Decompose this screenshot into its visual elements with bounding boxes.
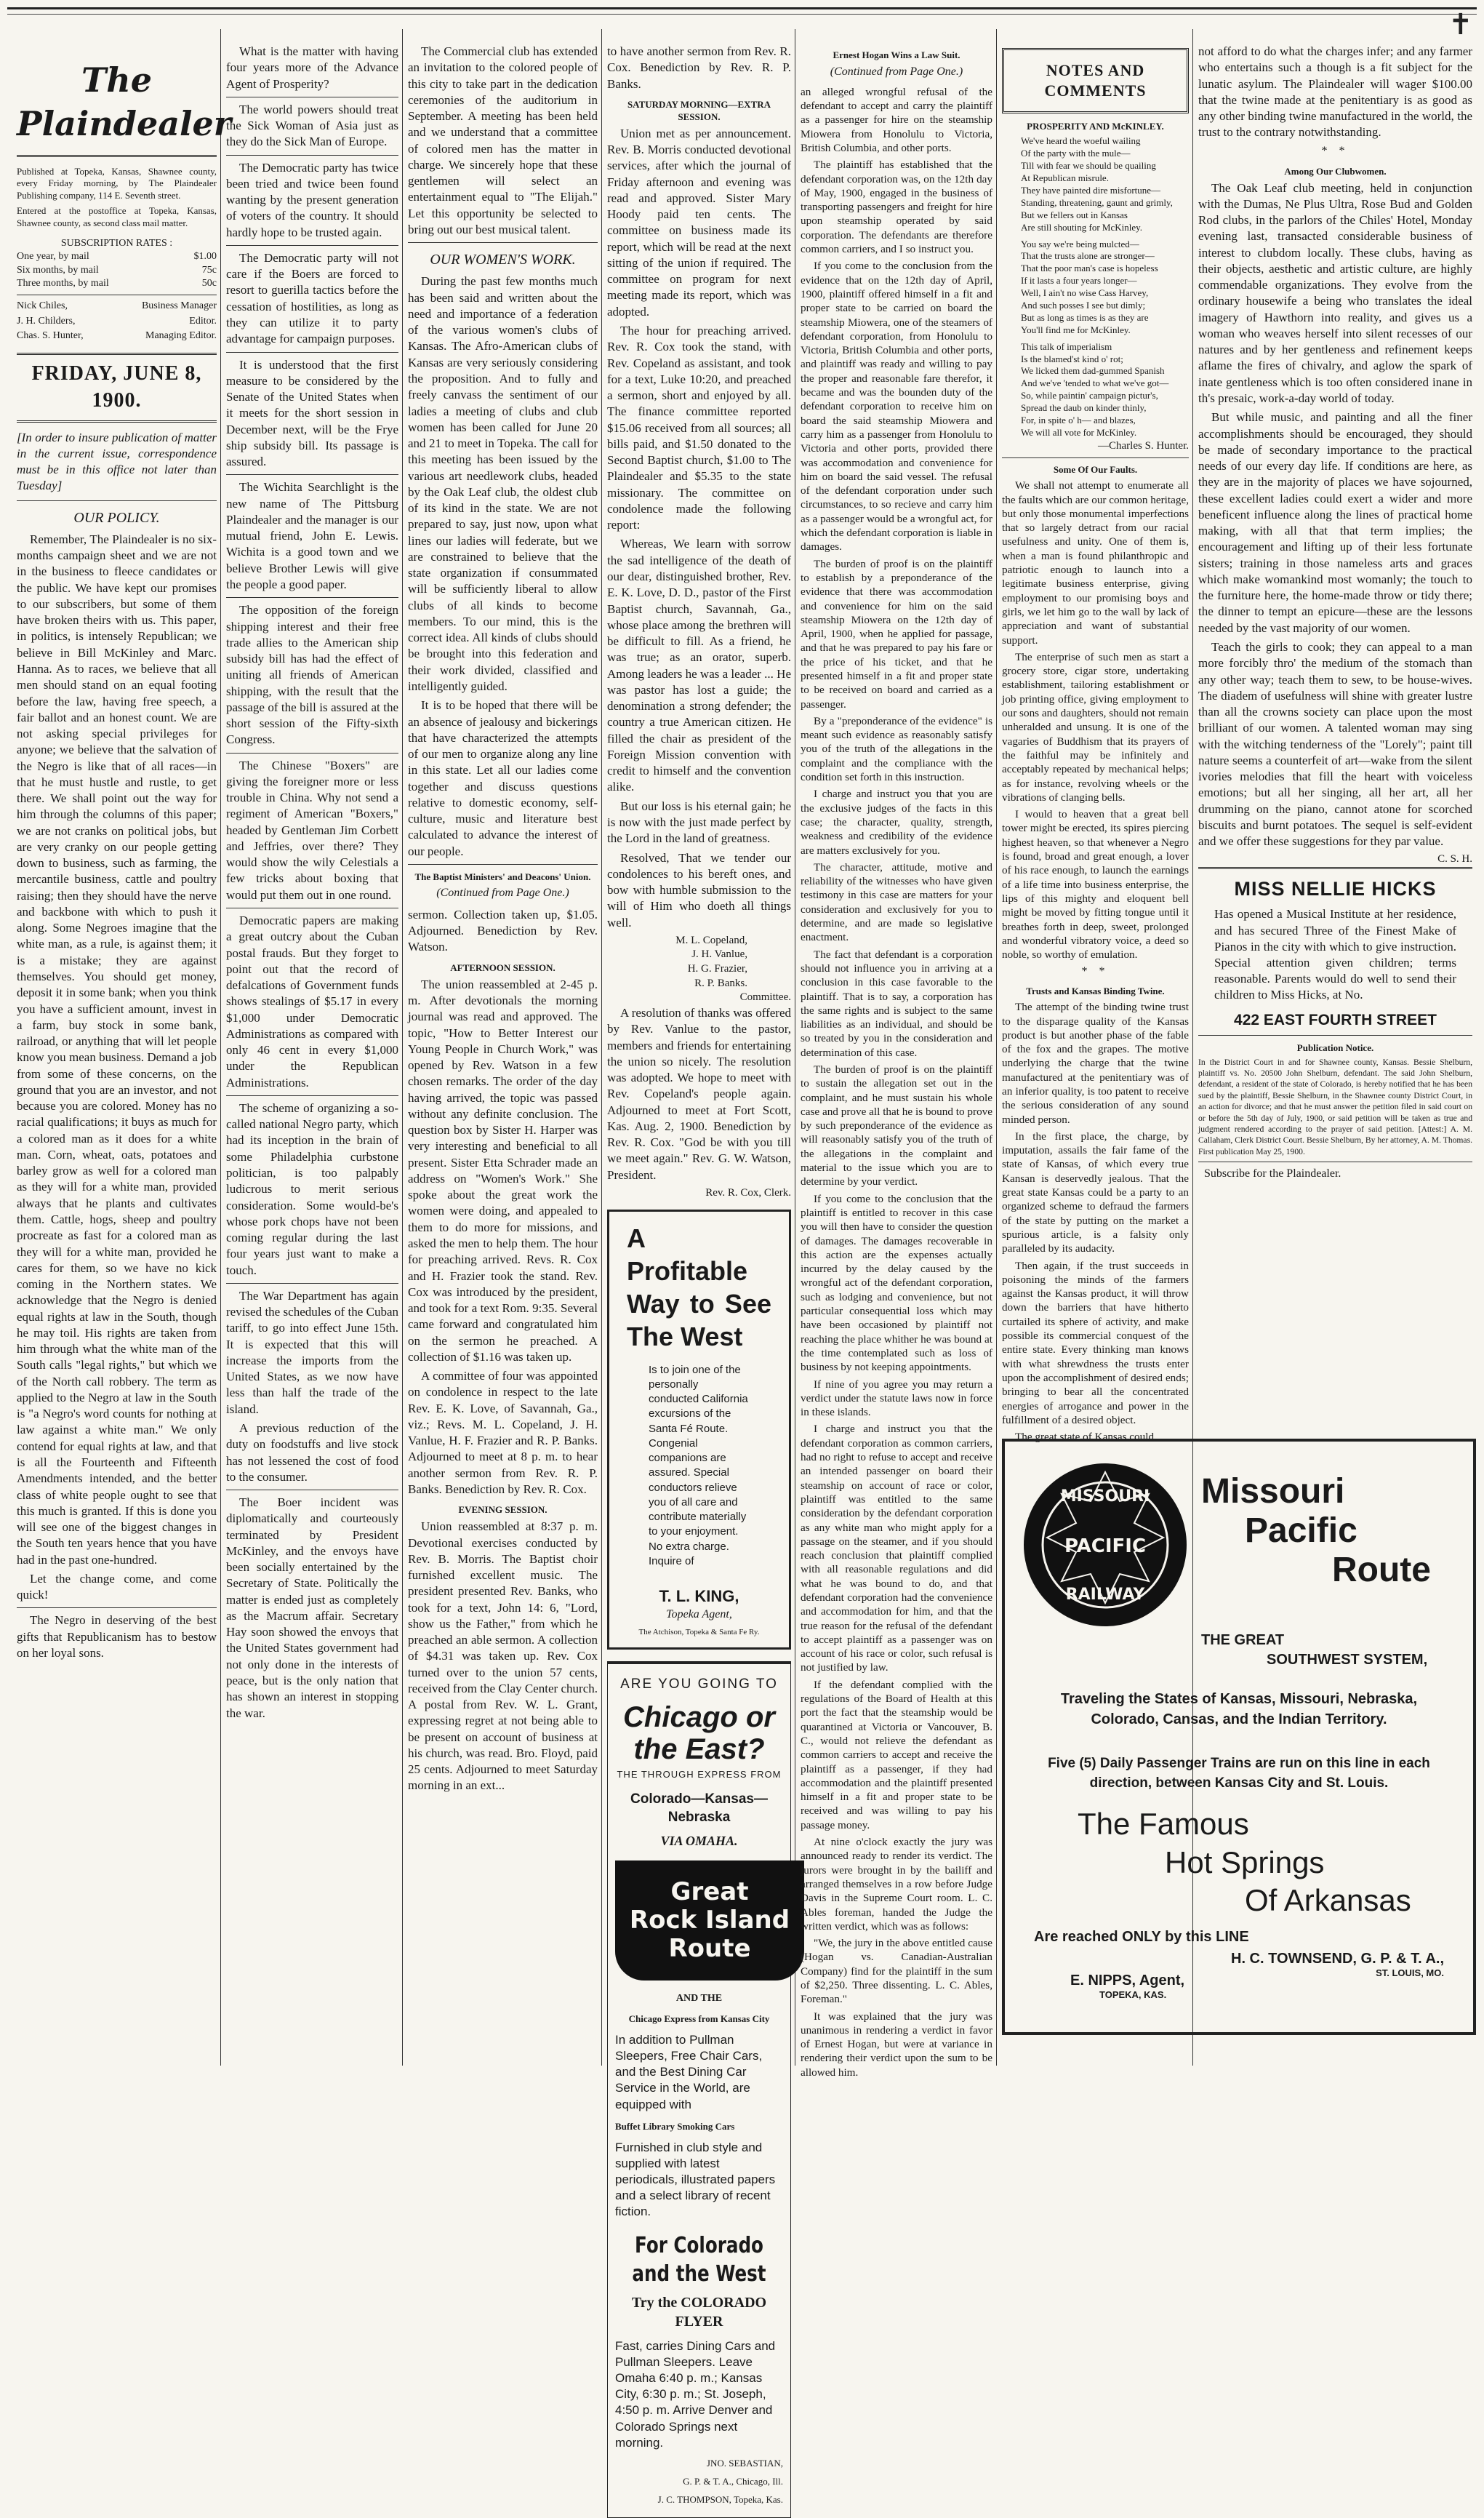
ad-question: ARE YOU GOING TO bbox=[620, 1676, 778, 1692]
article-paragraph: The Oak Leaf club meeting, held in conjunction with the Dumas, Ne Plus Ultra, Rose Bud and Golden Rod clubs, in the parlors of the Chiles' Hotel, Monday evening last, transacted considerable business of interest to clubdom locally. These clubs, having as their objects, aesthetic and artistic culture, are highly commendable organizations. They evolve from the ordinary housewife a being who translates the ideal imagery of Hawthorn into reality, and gives us a woman who weaves herself into silent recesses of our natures and by her gentleness and refinement keeps aflame the fires of chivalry, and aglow the spark of inate gentleness which is too often considered inane in th's presaic, work-a-day world of today. bbox=[1198, 180, 1472, 406]
session-heading: AFTERNOON SESSION. bbox=[450, 962, 556, 973]
column-5 bbox=[797, 44, 996, 2079]
article-paragraph: But while music, and painting and all the finer accomplishments should be encouraged, they should be made of secondary importance to the practical needs of our every day life. If conditions are here, as they are in the majority of places we have sojourned, these excellent ladies could exert a wider and more beneficent influence along the lines of practical home making, with all that that term implies; the encouragement and lifting up of their less fortunate sisters; training in those nameless arts and graces which make womankind most womanly; the touch to the furniture here, the home-made throw or tidy there; the dinner to tempt an epicure—these are the lessons needed by the vast majority of our women. bbox=[1198, 410, 1472, 635]
top-rule bbox=[7, 7, 1477, 15]
editorial-item: The scheme of organizing a so-called national Negro party, which had its inception in the brain of some Philadelphia curbstone politician, is too palpably ludicrous to merit serious consideration. Some would-be's whose pork chops have not been coming regular during the last four years just want to make a touch. bbox=[226, 1100, 398, 1277]
article-heading: Ernest Hogan Wins a Law Suit. bbox=[833, 49, 960, 60]
article-paragraph: A resolution of thanks was offered by Rev. Vanlue to the pastor, members and friends for entertaining the union so nicely. The resolution was adopted. We hope to meet with Rev. Copeland's people again. Adjourned to meet at Fort Scott, Kas. Aug. 2, 1900. Benediction by Rev. R. Cox. "God be with you till we meet again." Rev. G. W. Watson, President. bbox=[607, 1006, 791, 1182]
ad-reached: Are reached ONLY by this LINE bbox=[1034, 1929, 1249, 1945]
editorial-item: The War Department has again revised the schedules of the Cuban tariff, to go into effect June 15th. It is expected that this will increase the imports from the United States, as we now have less than half the trade of the island. bbox=[226, 1288, 398, 1416]
ad-signature: J. C. THOMPSON, Topeka, Kas. bbox=[657, 2493, 783, 2505]
article-paragraph: If nine of you agree you may return a verdict under the statute laws now in force in these islands. bbox=[801, 1378, 992, 1419]
article-paragraph: The enterprise of such men as start a grocery store, cigar store, undertaking establishment, tailoring establishment or job printing office, giving employment to our sons and daughters, should not remain unheralded and unsung. It is one of the vagaries of Buddhism that its prayers of the faithful may be infinitely and acceptably repeated by mechanical helps; as for instance, revolving wheels or the vibrations of clanging bells. bbox=[1002, 650, 1189, 804]
editorial-item: The opposition of the foreign shipping interest and their free trade allies to the American ship subsidy bill has had the effect of uniting all friends of American shipping, with the result that the passage of the bill is assured at the short session of the Fifty-sixth Congress. bbox=[226, 603, 398, 747]
ad-colorado: For Colorado and the West bbox=[632, 2233, 766, 2287]
continued-note: (Continued from Page One.) bbox=[436, 886, 569, 899]
article-paragraph: Whereas, We learn with sorrow the sad intelligence of the death of our dear, distinguished brother, Rev. E. K. Love, D. D., pastor of the First Baptist church, Savannah, Ga., whose place among the brethren will be difficult to fill. As a friend, he was true; as an orator, superb. Among leaders he was a leader ... He was pastor has lost a guide; the denomination a strong defender; the country a true American citizen. He filled the chair as president of the Foreign Mission convention with credit to himself and the convention alike. bbox=[607, 537, 792, 794]
rate-row: Three months, by mail 50c bbox=[17, 277, 217, 289]
editorial-item: The Wichita Searchlight is the new name of The Pittsburg Plaindealer and the manager is our mutual friend, John E. Lewis. Wichita is a good town and we believe Brother Lewis will give the people a good paper. bbox=[226, 480, 398, 591]
article-paragraph: At nine o'clock exactly the jury was announced ready to render its verdict. The jurors were brought in by the bailiff and arranged themselves in a row before Judge Davis in the Supreme Court room. L. C. Ables foreman, handed the Judge the written verdict, which was as follows: bbox=[801, 1836, 992, 1933]
staff-row: Nick Chiles, Business Manager bbox=[17, 300, 217, 312]
hicks-ad-body: Has opened a Musical Institute at her residence, and has secured Three of the Finest Make of Pianos in the city with which to give instruction. Special attention given children; terms reasonable. Parents would do well to send their children to Miss Hicks, at No. bbox=[1214, 907, 1456, 1002]
editorial-item: The Democratic party will not care if the Boers are forced to resort to guerilla tactics before the cessation of hostilities, as long as they can utilize it to party advantage for campaign purposes. bbox=[226, 250, 398, 346]
article-paragraph: The burden of proof is on the plaintiff to sustain the allegation set out in the complaint, and he must sustain his whole case and prove all that he is bound to prove by such preponderance of the evidence as will reasonably satisfy you of the truth of the allegations in the complaint and material to the issue which you are to determine by your verdict. bbox=[801, 1063, 992, 1188]
ad-body: Is to join one of the personally conducted California excursions of the Santa Fé Route. Congenial companions are assured. Special conductors relieve you of all care and contribute materially to your enjoyment. No extra charge. Inquire of bbox=[649, 1363, 748, 1567]
ad-agent: H. C. TOWNSEND, G. P. & T. A., ST. LOUIS, MO. bbox=[1231, 1951, 1444, 1978]
article-paragraph: In the first place, the charge, by imputation, assails the fair fame of the state of Kansas, of which every true Kansan is deservedly jealous. That the great state Kansas could be a party to an organized scheme to defraud the farmers of the state by putting on the market a spurious article, is a falsity only paralleled by its audacity. bbox=[1002, 1130, 1189, 1255]
santa-fe-ad bbox=[607, 1210, 791, 1650]
article-paragraph: The attempt of the binding twine trust to the disparage quality of the Kansas product is but another phase of the fable of the fox and the grapes. The motive underlying the charge that the twine manufactured at the penitentiary was of an inferior quality, is too patent to receive the serious consideration of any sound minded person. bbox=[1002, 1001, 1189, 1126]
article-paragraph: sermon. Collection taken up, $1.05. Adjourned. Benediction by Rev. Watson. bbox=[408, 907, 598, 954]
ad-system: THE GREAT SOUTHWEST SYSTEM, bbox=[1201, 1632, 1428, 1668]
correspondence-notice: [In order to insure publication of matter in the current issue, correspondence must be in this office not later than Tuesday] bbox=[17, 430, 217, 501]
article-paragraph: not afford to do what the charges infer; and any farmer who entertains such a though is a fit subject for the lunatic asylum. The Plaindealer will wager $100.00 that the twine made at the penitentiary is as good as any other binding twine manufactured in the world, the trust to the contrary notwithstanding. bbox=[1198, 44, 1472, 140]
ad-body: Fast, carries Dining Cars and Pullman Sleepers. Leave Omaha 6:40 p. m.; Kansas City, 6:30 p. m.; St. Joseph, 4:50 p. m. Arrive Denver and Colorado Springs next morning. bbox=[615, 2339, 776, 2450]
editorial-item: The Democratic party has twice been tried and twice been found wanting by the present generation of voters of the country. It should hardly hope to be trusted again. bbox=[226, 160, 398, 239]
ad-body: Furnished in club style and supplied with latest periodicals, illustrated papers and a select library of recent fiction. bbox=[615, 2140, 776, 2218]
ad-route: Colorado—Kansas—Nebraska bbox=[630, 1791, 768, 1826]
entered-line: Entered at the postoffice at Topeka, Kansas, Shawnee county, as second class mail matter. bbox=[17, 205, 217, 229]
poem-title: PROSPERITY AND McKINLEY. bbox=[1027, 120, 1164, 132]
article-paragraph: to have another sermon from Rev. R. Cox. Benediction by Rev. R. P. Banks. bbox=[607, 44, 791, 91]
poem: We've heard the woeful wailing Of the party with the mule— Till with fear we should be quailing At Republican misrule. They have painted dire misfortune— Standing, threatening, gaunt and grimly, But we fellers out in Kansas Are still shouting for McKinley. You say we're being mulcted— That the trusts alone are stronger— That the poor man's case is hopeless If it lasts a four years longer— Well, I ain't no wise Cass Harvey, And such posses I see but dimly; But as long as times is as they are You'll find me for McKinley. This talk of imperialism Is the blamed'st kind o' rot; We licked them dad-gummed Spanish And we've 'tended to what we've got— So, while paintin' campaign pictur's, Spread the daub on kinder thinly, For, in spite o' h— and blazes, We will all vote for McKinley. bbox=[1021, 135, 1173, 438]
column-2 bbox=[222, 44, 402, 2058]
editorial-item: What is the matter with having four years more of the Advance Agent of Prosperity? bbox=[226, 44, 398, 91]
committee-name: M. L. Copeland, bbox=[675, 934, 747, 946]
article-paragraph: The Negro in deserving of the best gifts that Republicanism has to bestow on her loyal sons. bbox=[17, 1613, 217, 1660]
svg-text:PACIFIC: PACIFIC bbox=[1064, 1535, 1147, 1557]
dateline: FRIDAY, JUNE 8, 1900. bbox=[17, 353, 217, 422]
column-4 bbox=[603, 44, 795, 2505]
article-heading: Among Our Clubwomen. bbox=[1284, 165, 1387, 177]
article-paragraph: It was explained that the jury was unanimous in rendering a verdict in favor of Ernest Hogan, but were at variance in rendering their verdict upon the sum to be allowed him. bbox=[801, 2010, 992, 2079]
article-paragraph: Union met as per announcement. Rev. B. Morris conducted devotional services, after which the journal of Friday afternoon and evening was read and approved. Sister Mary Hoody paid ten cents. The committee on business made its report, which will be read at the next sitting of the union if required. The committee on program for next meeting made its report, which was adopted. bbox=[607, 126, 791, 319]
missouri-pacific-ad bbox=[1002, 1439, 1476, 2035]
ad-and-the: AND THE bbox=[675, 1992, 723, 2004]
article-signature: C. S. H. bbox=[1437, 853, 1472, 866]
staff-row: J. H. Childers, Editor. bbox=[17, 315, 217, 327]
ad-signature: G. P. & T. A., Chicago, Ill. bbox=[683, 2475, 783, 2487]
article-paragraph: The character, attitude, motive and reliability of the witnesses who have given testimony in this case are matters for your consideration and exclusively for you to determine, and are made so legislative enactment. bbox=[801, 860, 992, 944]
article-paragraph: Let the change come, and come quick! bbox=[17, 1571, 217, 1602]
article-paragraph: I charge and instruct you that you are the exclusive judges of the facts in this case; the character, quality, strength, weakness and credibility of the evidence are matters exclusively for you. bbox=[801, 788, 992, 857]
ad-title: Missouri Pacific Route bbox=[1201, 1472, 1431, 1589]
article-paragraph: I would to heaven that a great bell tower might be erected, its spires piercing highest heaven, so that whenever a Negro is found, broad and great enough, a lover of his race enough, to launch the earnings of a life time into business enterprise, the lips of this mighty and eloquent bell might be moved by fitting tongue until it breathes forth in deep, sweet, prolonged and wonderful vibratory voice, a deed so noble, so worthy of emulation. bbox=[1002, 808, 1189, 962]
column-1 bbox=[13, 44, 232, 2058]
publisher-line: Published at Topeka, Kansas, Shawnee county, every Friday morning, by The Plaindealer Publishing company, 114 E. Seventh street. bbox=[17, 165, 217, 201]
section-heading: OUR POLICY. bbox=[73, 509, 160, 526]
rate-row: One year, by mail $1.00 bbox=[17, 251, 217, 263]
article-paragraph: Teach the girls to cook; they can appeal to a man more forcibly thro' the medium of the stomach than any other way; teach them to sew, to be house-wives. The diadem of usefulness will shine with greater lustre than all the crowns society can place upon the most brilliant of our women. A talented woman may sing with the witching tenderness of the "Lorely"; paint till nature seems a counterfeit of art—wake from the silent ivories melodies that fill the heart with voiceless emotions; but all her singing, all her art, all her drumming on the piano, cannot atone for scorched biscuits and burnt potatoes. The sequel is self-evident and we offer these suggestions for they par value. bbox=[1198, 640, 1472, 849]
rate-row: Six months, by mail 75c bbox=[17, 264, 217, 276]
clerk-signature: Rev. R. Cox, Clerk. bbox=[705, 1186, 791, 1199]
column-rule bbox=[220, 29, 221, 2066]
publication-notice: In the District Court in and for Shawnee county, Kansas. Bessie Shelburn, plaintiff vs. No. 20500 John Shelburn, defendant. The said John Shelburn, defendant, a resident of the state of Colorado, is hereby notified that he has been sued by the plaintiff, Bessie Shelburn, in the Shawnee county District Court, in an action for divorce; and that he must answer the petition filed in said court on or before the 5th day of July, 1900, or said petition will be taken as true and judgment rendered according to the prayer of said petition. [Attest:] A. M. Callaham, Clerk District Court. Bessie Shelburn, By her attorney, A. M. Thomas. First publication May 25, 1900. bbox=[1198, 1057, 1472, 1156]
ad-headline: A Profitable Way to See The West bbox=[627, 1223, 771, 1351]
ad-destinations: Chicago or the East? bbox=[623, 1701, 775, 1766]
continued-note: (Continued from Page One.) bbox=[830, 65, 963, 78]
svg-text:RAILWAY: RAILWAY bbox=[1065, 1586, 1145, 1604]
article-paragraph: The Commercial club has extended an invitation to the colored people of this city to take part in the dedication ceremonies of the auditorium in September. A meeting has been held and we understand that a committee of colored men has the matter in charge. We sincerely hope that these gentlemen will select an entertainment equal to "The Elijah." Let this opportunity be selected to bring out our best musical talent. bbox=[408, 44, 598, 236]
committee-name: H. G. Frazier, bbox=[687, 963, 747, 975]
article-paragraph: We shall not attempt to enumerate all the faults which are our common heritage, but only those monumental imperfections that so largely detract from our racial usefulness and unity. One of them is, when a man is found philanthropic and patriotic enough to launch into a legitimate business enterprise, giving employment to our promising boys and girls, we let him go to the wall by lack of appreciation and want of substantial support. bbox=[1002, 479, 1189, 647]
committee-label: Committee. bbox=[739, 991, 791, 1004]
ad-hot-springs: The Famous Hot Springs Of Arkansas bbox=[1078, 1807, 1411, 1917]
session-heading: EVENING SESSION. bbox=[458, 1504, 548, 1516]
ad-express: Chicago Express from Kansas City bbox=[628, 2013, 770, 2025]
article-paragraph: The burden of proof is on the plaintiff to establish by a preponderance of the evidence that there was accommodation and convenience for him on the said steamship Miowera on the 12th day of April, 1900, when he applied for passage, and that he was prepared to pay his fare or the price of his ticket, and that he presented himself in a fit and proper state to be received on board and carried as a passenger. bbox=[801, 557, 992, 711]
article-heading: The Baptist Ministers' and Deacons' Union. bbox=[414, 871, 591, 882]
article-paragraph: Remember, The Plaindealer is no six-months campaign sheet and we are not in the business to fleece candidates or the public. We have kept our promises to our subscribers, but some of them have broken theirs with us. This paper, in politics, is intensely Republican; we believe in Bill McKinley and Marc. Hanna. As to races, we believe that all men should stand on an equal footing before the law, having free speech, a fair ballot and an honest count. We are not asking special privileges for anyone; we believe that the salvation of the Negro is like that of all races—in that he must hustle and rustle, to get there. We shall point out the way for him through the columns of this paper; we are not cranks on political jobs, but are very cranky on our people getting down to business, such as farming, the mercantile business, cattle and poultry raising; then they should have the nerve and backbone with which to push it along. Some Negroes imagine that the white man, as a rule, is against them; it is a mistake; they are against themselves. You should get money, deposit it in some bank; when you think you have a sufficient amount, invest in a farm, buy stock in some bank, railroad, or anything that will let people know you mean business. Demand a job from some of these concerns, on the ground that you are an investor, and not because you are colored. Money has no racial qualifications; it buys as much for a colored man as it does for a white man. Corn, wheat, oats, potatoes and barley grow as well for a colored man as they will for a white man, provided always that he plants and cultivates them. Cattle, hogs, sheep and poultry procreate as fast for a colored man as they will for a white man, provided he cares for them, so we have no kick coming in the Northern states. We acknowledge that the Negro is denied equal rights at law in the South, though he may toil. His rights are taken from him through what the white man of the South calls "legal rights," but which we of the North call robbery. The term as applied to the Negro at law in the South is "a Negro's word counts for nothing at law against a white man." We only contend for equal rights at law, and that is all the Fourteenth and Fifteenth Amendments intended, and the better class of white people ought to see that this much is granted. If this is done you will see one of the biggest changes in the South ten years hence that you have had in the past one-hundred. bbox=[17, 532, 217, 1567]
ad-contact-title: Topeka Agent, bbox=[666, 1607, 732, 1620]
article-paragraph: The hour for preaching arrived. Rev. R. Cox took the stand, with Rev. Copeland as assistant, and took for a text, Luke 10:20, and preached a sermon, short and enjoyed by all. The finance committee reported $15.06 received from all sources; all bills paid, and $1.50 donated to the Second Baptist church, $1.00 to The Plaindealer and $5.35 to the state missionary. The committee on condolence made the following report: bbox=[607, 324, 791, 532]
staff-row: Chas. S. Hunter, Managing Editor. bbox=[17, 329, 217, 341]
page-mark: ✝ bbox=[1448, 8, 1473, 41]
ad-buffet: Buffet Library Smoking Cars bbox=[615, 2120, 735, 2132]
section-heading: OUR WOMEN'S WORK. bbox=[430, 252, 576, 268]
article-paragraph: A committee of four was appointed on condolence in respect to the late Rev. E. K. Love, of Savannah, Ga., viz.; Revs. M. L. Copeland, J. H. Vanlue, H. F. Frazier and R. P. Banks. Adjourned to meet at 8 p. m. to hear another sermon from Rev. R. P. Banks. Benediction by Rev. R. Cox. bbox=[408, 1369, 598, 1496]
article-paragraph: an alleged wrongful refusal of the defendant to accept and carry the plaintiff as a passenger for hire on the steamship Miowera from Honolulu to Victoria, British Columbia, and other ports. bbox=[801, 85, 992, 154]
column-rule bbox=[996, 29, 997, 2066]
article-paragraph: The great state of Kansas could bbox=[1015, 1431, 1155, 1444]
column-rule bbox=[402, 29, 403, 2066]
editorial-item: The world powers should treat the Sick Woman of Asia just as they do the Sick Man of Europe. bbox=[226, 102, 398, 149]
article-paragraph: But our loss is his eternal gain; he is now with the just made perfect by the Lord in the land of greatness. bbox=[607, 799, 791, 846]
article-paragraph: "We, the jury in the above entitled cause (Hogan vs. Canadian-Australian Company) find for the plaintiff in the sum of $2,250. Three dissenting. L. C. Ables, Foreman." bbox=[801, 1937, 992, 2006]
ad-signature: JNO. SEBASTIAN, bbox=[706, 2457, 783, 2469]
article-paragraph: If you come to the conclusion that the plaintiff is entitled to recover in this case you will then have to consider the question of damages. The damages recoverable in this action are the expenses actually incurred by the delay caused by the wrongful act of the defendant corporation, such as lodging and convenience, but not particular consequential loss which may have been occasioned by plaintiff not reaching the place whither he was bound at the time contemplated such as loss of business by not keeping appointments. bbox=[801, 1192, 992, 1374]
ad-railway: The Atchison, Topeka & Santa Fe Ry. bbox=[638, 1627, 760, 1636]
article-paragraph: It is to be hoped that there will be an absence of jealousy and bickerings that have characterized the attempts of our men to organize along any line in this state. Let all our ladies come together and discuss questions relative to domestic economy, self-culture, music and literature best calculated to advance the interest of our people. bbox=[408, 698, 598, 858]
article-heading: Trusts and Kansas Binding Twine. bbox=[1026, 985, 1165, 996]
article-paragraph: Union reassembled at 8:37 p. m. Devotional exercises conducted by Rev. B. Morris. The Baptist choir furnished excellent music. The president presented Rev. Banks, who took for a text, John 14: 6, "Lord, show us the Father," from which he preached an able sermon. A collection of $4.31 was taken up. Rev. Cox turned over to the union 57 cents, received from the Clay Center church. A postal from Rev. W. L. Grant, expressing regret at not being able to be present on account of business at his church, was read. Bro. Floyd, paid 25 cents. Adjourned to meet Saturday morning in an ext... bbox=[408, 1519, 598, 1793]
ad-agent: E. NIPPS, Agent, TOPEKA, KAS. bbox=[1070, 1973, 1185, 2000]
editorial-item: The Boer incident was diplomatically and courteously terminated by President McKinley, and the envoys have been socially entertained by the Secretary of State. Politically the matter is ended just as completely as the Macrum affair. Secretary Hay soon showed the envoys that the United States government had not only done in the interests of peace, but is the only nation that has shown an interest in stopping the war. bbox=[226, 1495, 398, 1720]
article-paragraph: If the defendant complied with the regulations of the Board of Health at this port the fact that the steamship would be quarantined at Victoria or Vancouver, B. C., would not relieve the defendant as common carriers to accept and receive the plaintiff as a passenger, if they had accommodation and the plaintiff presented himself in a fit and proper state to be received and was willing to pay his passage money. bbox=[801, 1678, 992, 1831]
missouri-pacific-seal bbox=[1018, 1458, 1192, 1632]
article-paragraph: I charge and instruct you that the defendant corporation as common carriers, had no right to refuse to accept and receive an intended passenger on board their steamship on account of race or color, plaintiff was entitled to the same consideration by the defendant corporation as any white man who might apply for a passage on the steamer, and if you should reach conclusion that plaintiff complied with all reasonable regulations and did what he was bound to do, and that defendant corporation had the convenience and accommodation for him, and that the true reason for the refusal of the defendant to accept plaintiff as a passenger was on account of his race or color, such refusal is not justified by law. bbox=[801, 1423, 992, 1674]
column-rule bbox=[601, 29, 602, 2066]
editorial-item: Democratic papers are making a great outcry about the Cuban postal frauds. But they forget to point out that the record of defalcations of Government funds shows stealings of $5.17 in every $1,000 under Democratic Administrations as compared with only 46 cent in every $1,000 under the Republican Administrations. bbox=[226, 914, 398, 1090]
ad-body: In addition to Pullman Sleepers, Free Chair Cars, and the Best Dining Car Service in the World, are equipped with bbox=[615, 2033, 763, 2111]
column-3 bbox=[404, 44, 601, 2058]
article-paragraph: Resolved, That we tender our condolences to his bereft ones, and bow with humble submission to the will of Him who doeth all things well. bbox=[607, 850, 791, 930]
column-6: NOTES AND COMMENTS PROSPERITY AND McKINLEY. We've heard the woeful wailing Of the party with the mule— Till with fear we should be quailing At Republican misrule. They have painted dire misfortune— Standing, threatening, gaunt and grimly, But we fellers out in Kansas Are still shouting for McKinley. You say we're being mulcted— That the trusts alone are stronger— That the poor man's case is hopeless If it lasts a four years longer— Well, I ain't no wise Cass Harvey, And such posses I see but dimly; But as long as times is as they are You'll find me for McKinley. This talk of imperialism Is the blamed'st kind o' rot; We licked them dad-gummed Spanish And we've 'tended to what we've got— So, while paintin' campaign pictur's, Spread the daub on kinder thinly, For, in spite o' h— and blazes, We will all vote for McKinley. —Charles S. Hunter. Some Of Our Faults. We shall not attempt to enumerate all the faults which are our common heritage, but only those monumental imperfections that so largely detract from our racial usefulness and unity. One of them is, when a man is found philanthropic and patriotic enough to launch into a legitimate business enterprise, giving employment to our promising boys and girls, we let him go to the wall by lack of appreciation and want of substantial support. The enterprise of such men as start a grocery store, cigar store, undertaking establishment, tailoring establishment or job printing office, giving employment to our sons and daughters, should not remain unheralded and unsung. It is one of the vagaries of Buddhism that its prayers of the faithful may be infinitely and acceptably repeated by mechanical helps; as for instance, revolving wheels or the vibrations of clanging bells. I would to heaven that a great bell tower might be erected, its spires piercing highest heaven, so that whenever a Negro is found, broad and great enough, a lover of his race enough, to launch the earnings of a life time into business enterprise, the lips of this mighty and eloquent bell might be moved by fitting tongue until it breathes forth in deep, sweet, prolonged and wonderful vibratory voice, a deed so noble, so worthy of emulation. * * Trusts and Kansas Binding Twine. The attempt of the binding twine trust to the disparage quality of the Kansas product is but another phase of the fable of the fox and the grapes. The motive underlying the charge that the twine manufactured at the penitentiary was of an inferior quality, is too patent to receive the serious consideration of any sound minded person. In the first place, the charge, by imputation, assails the fair fame of the state of Kansas, of which every true Kansan is deservedly jealous. That the great state Kansas could be a party to an organized scheme to defraud the farmers of the state by putting on the market a spurious article, is a falsity only paralleled by its audacity. Then again, if the trust succeeds in poisoning the minds of the farmers against the Kansas product, it will throw down the barriers that have hitherto curtailed its sphere of activity, and make possible its commercial conquest of the entire state. Every thinking man knows with what shrewdness the trusts enter upon the accomplishment of desired ends; bringing to bear all the concentrated energies of arrogance and power in the fulfillment of a desired object. The great state of Kansas could bbox=[998, 44, 1192, 1426]
ad-flyer: Try the COLORADO FLYER bbox=[631, 2294, 767, 2330]
committee-name: R. P. Banks. bbox=[694, 977, 747, 989]
article-paragraph: The fact that defendant is a corporation should not influence you in arriving at a conclusion in this case favorable to the plaintiff. That is to say, a corporation has the same rights and is subject to the same liabilities as an individual, and should be so treated by you in the consideration and determination of this case. bbox=[801, 948, 992, 1059]
column-7: not afford to do what the charges infer; and any farmer who entertains such a though is a fit subject for the lunatic asylum. The Plaindealer will wager $100.00 that the twine made at the penitentiary is as good as any other binding twine manufactured in the world, the trust to the contrary notwithstanding. * * Among Our Clubwomen. The Oak Leaf club meeting, held in conjunction with the Dumas, Ne Plus Ultra, Rose Bud and Golden Rod clubs, in the parlors of the Chiles' Hotel, Monday evening last, transacted considerable business of interest to clubdom locally. These clubs, having as their objects, aesthetic and artistic culture, are highly commendable organizations. They evolve from the ordinary housewife a being who translates the ideal imagery of Hawthorn into reality, and gives us a woman who weaves herself into silent recesses of our natures and by her gentleness and refinement keeps aflame the fires of chivalry, and aglow the spark of inate gentleness which is too often considered inane in th's presaic, work-a-day world of today. But while music, and painting and all the finer accomplishments should be encouraged, they should be made of secondary importance to the practical needs of our every day life. If conditions are here, as they are in the majority of places we have sojourned, these excellent ladies could exert a wider and more beneficent influence along the lines of practical home making, with all that that term implies; the encouragement and lifting up of their less fortunate sisters; training in those nameless arts and graces which make womankind most womanly; the touch to the furniture here, the home-made throw or tidy there; the dinner to tempt an epicure—these are the lessons needed by the vast majority of our women. Teach the girls to cook; they can appeal to a man more forcibly thro' the medium of the stomach than any other way; teach them to sew, to be house-wives. The diadem of usefulness will shine with greater lustre than all the crowns society can place upon the most brilliant of our women. A talented woman may sing with the witching tenderness of the "Lorely"; paint till nature seems a counterfeit of art—wake from the silent ivories melodies that fill the heart with voiceless emotions; but all her singing, all her art, all her drumming on the piano, cannot atone for scorched biscuits and burnt potatoes. The sequel is self-evident and we offer these suggestions for they par value. C. S. H. MISS NELLIE HICKS Has opened a Musical Institute at her residence, and has secured Three of the Finest Make of Pianos in the city with which to give instruction. Special attention given children; terms reasonable. Parents would do well to send their children to Miss Hicks, at No. 422 EAST FOURTH STREET Publication Notice. In the District Court in and for Shawnee county, Kansas. Bessie Shelburn, plaintiff vs. No. 20500 John Shelburn, defendant. The said John Shelburn, defendant, a resident of the state of Colorado, is hereby notified that he has been sued by the plaintiff, Bessie Shelburn, in the Shawnee county District Court, in an action for divorce; and that he must answer the petition filed in said court on or before the 5th day of July, 1900, or said petition will be taken as true and judgment rendered according to the prayer of said petition. [Attest:] A. M. Callaham, Clerk District Court. Bessie Shelburn, By her attorney, A. M. Thomas. First publication May 25, 1900. Subscribe for the Plaindealer. bbox=[1195, 44, 1476, 1426]
rock-island-ad bbox=[607, 1661, 791, 2517]
poem-signature: —Charles S. Hunter. bbox=[1098, 439, 1189, 452]
article-paragraph: By a "preponderance of the evidence" is meant such evidence as reasonably satisfy you of the truth of the allegations in the complaint and the compliance with the condition set forth in this instruction. bbox=[801, 714, 992, 784]
ad-contact-name: T. L. KING, bbox=[659, 1587, 739, 1606]
subscription-title: SUBSCRIPTION RATES : bbox=[60, 237, 173, 249]
hicks-ad-address: 422 EAST FOURTH STREET bbox=[1234, 1012, 1437, 1029]
editorial-item: It is understood that the first measure to be considered by the Senate of the United States when it meets for the short session in December next, will be the Frye ship subsidy bill. Its passage is assured. bbox=[226, 357, 398, 469]
notice-heading: Publication Notice. bbox=[1296, 1042, 1374, 1053]
article-paragraph: Then again, if the trust succeeds in poisoning the minds of the farmers against the Kansas product, it will throw down the barriers that have hitherto curtailed its sphere of activity, and make possible its commercial conquest of the entire state. Every thinking man knows with what shrewdness the trusts enter upon the accomplishment of desired ends; bringing to bear all the concentrated energies of arrogance and power in the fulfillment of a desired object. bbox=[1002, 1259, 1189, 1426]
ad-through: THE THROUGH EXPRESS FROM bbox=[617, 1769, 782, 1780]
notes-comments-heading: NOTES AND COMMENTS bbox=[1002, 48, 1189, 113]
editorial-item: The Chinese "Boxers" are giving the foreigner more or less trouble in China. Why not send a regiment of American "Boxers," headed by Gentleman Jim Corbett and Jeffries, over there? They would show the wily Celestials a few tricks about boxing that would put them out in one round. bbox=[226, 758, 398, 902]
editorial-item: A previous reduction of the duty on foodstuffs and live stock has not lessened the cost of food to the consumer. bbox=[226, 1420, 398, 1484]
subscribe-line: Subscribe for the Plaindealer. bbox=[1204, 1167, 1341, 1180]
rock-island-logo: Great Rock Island Route bbox=[615, 1860, 804, 1981]
article-paragraph: If you come to the conclusion from the evidence that on the 12th day of April, 1900, plaintiff offered himself in a fit and proper state to be carried on board the steamship Miowera, one of the steamers of defendant corporation, from Honolulu to Victoria, British Columbia and other ports, and plaintiff was ready and willing to pay the proper and reasonable fare therefor, it became and was the bounden duty of the defendant corporation to receive him on board the said steamship Miowera and carry him as a passenger from Honolulu to Victoria and other ports, provided there was accommodation and convenience for him on board the said vessel. The refusal of the defendant corporation under such circumstances, to so recieve and carry him as a passenger would be a wrongful act, for which the defendant corporation is liable in damages. bbox=[801, 260, 993, 553]
session-heading: SATURDAY MORNING—EXTRA SESSION. bbox=[627, 98, 771, 122]
ad-via: VIA OMAHA. bbox=[660, 1833, 738, 1848]
article-paragraph: The plaintiff has established that the defendant corporation was, on the 12th day of May, 1900, engaged in the business of transporting passengers and freight for hire upon steamship operated by said corporation. The defendants are therefore common carriers, and I so instruct you. bbox=[801, 159, 992, 256]
article-heading: Some Of Our Faults. bbox=[1053, 463, 1138, 475]
hicks-ad-title: MISS NELLIE HICKS bbox=[1198, 867, 1472, 902]
ad-states: Traveling the States of Kansas, Missouri, Nebraska, Colorado, Cansas, and the Indian Territory. bbox=[1060, 1691, 1418, 1727]
article-paragraph: The union reassembled at 2-45 p. m. After devotionals the morning journal was read and approved. The topic, "How to Better Interest our Young People in Church Work," was opened by Rev. Watson in a few chosen remarks. The order of the day having arrived, the topic was passed without any definite conclusion. The question box by Sister H. Harper was very interesting and beneficial to all present. Sister Etta Schrader made an address on "Women's Work." She spoke about the great work the women were doing, and appealed to them to do more for missions, and asked the men to help them. The hour for preaching arrived. Revs. R. Cox and H. Frazier took the stand. Rev. Cox was introduced by the president, and took for a text Rom. 9:35. Several came forward and congratulated him on the sermon he preached. A collection of $1.16 was taken up. bbox=[408, 977, 598, 1364]
masthead: The Plaindealer bbox=[17, 44, 217, 157]
ad-trains: Five (5) Daily Passenger Trains are run on this line in each direction, between Kansas City and St. Louis. bbox=[1048, 1756, 1430, 1791]
article-paragraph: During the past few months much has been said and written about the need and importance of a federation of the various women's clubs of Kansas. The Afro-American clubs of Kansas are very seriously considering the proposition. And to fully and freely canvass the sentiment of our ladies a meeting of clubs and club women has been called for June 20 and 21 to meet in Topeka. The call for this meeting has been issued by the various art needlework clubs, headed by the Oak Leaf club, the oldest club of its kind in the state. We are not prepared to say, just now, upon what lines our ladies will federate, but we are constrained to believe that the state organization if consummated will be sufficiently liberal to allow clubs of all kinds to become members. To our mind, this is the correct idea. All kinds of clubs should be brought into this federation and their work divided, classified and intelligently guided. bbox=[408, 274, 598, 694]
svg-text:MISSOURI: MISSOURI bbox=[1060, 1487, 1150, 1506]
committee-name: J. H. Vanlue, bbox=[691, 948, 747, 961]
